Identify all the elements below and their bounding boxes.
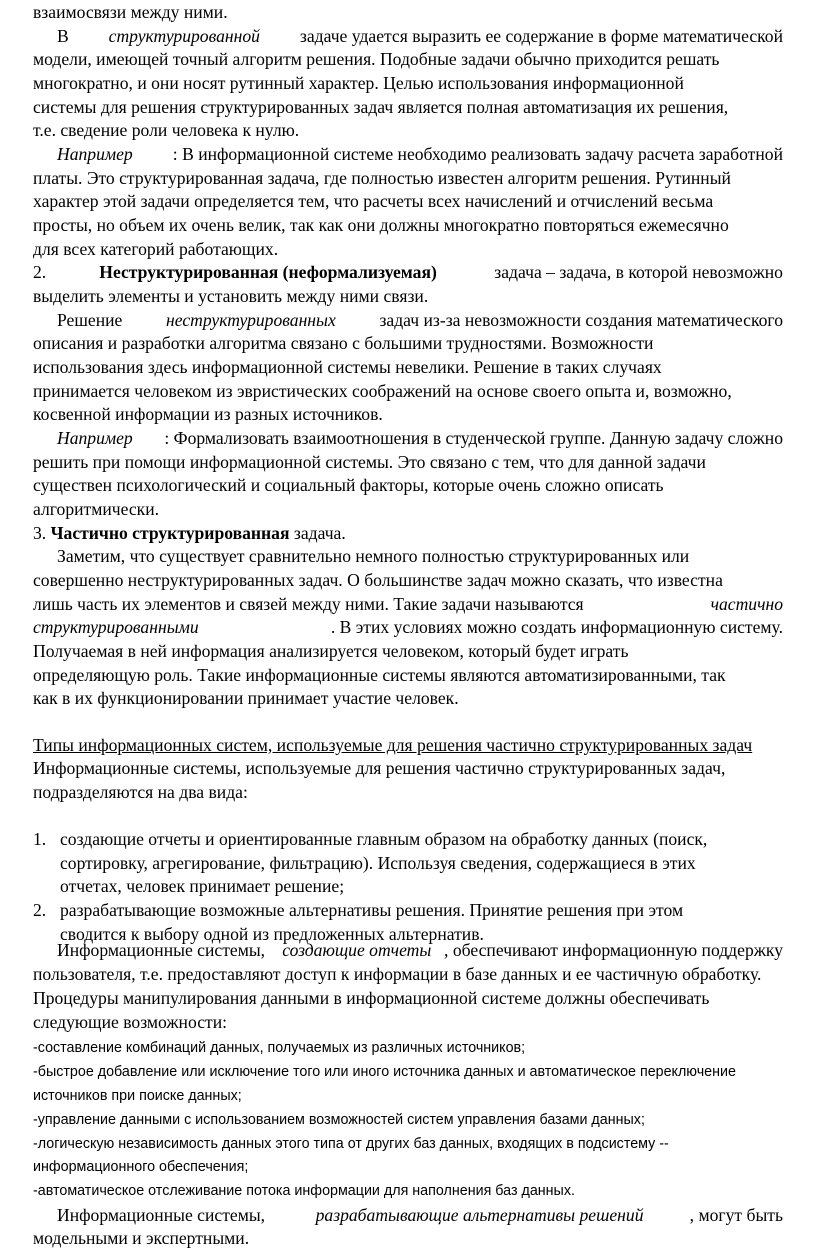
text-line: просты, но объем их очень велик, так как они должны многократно повторяться ежемесячно	[33, 215, 729, 235]
text-line: Информационные системы, создающие отчеты , обеспечивают информационную поддержку	[57, 940, 783, 960]
text-line: выделить элементы и установить между ними связи.	[33, 286, 429, 306]
list-item: -логическую независимость данных этого типа от других баз данных, входящих в подсистему --	[33, 1136, 669, 1152]
text-line: характер этой задачи определяется тем, что расчеты всех начислений и отчислений весьма	[33, 191, 714, 211]
text-line: для всех категорий работающих.	[33, 239, 279, 259]
text-line: платы. Это структурированная задача, где полностью известен алгоритм решения. Рутинный	[33, 168, 731, 188]
text-line: описания и разработки алгоритма связано с большими трудностями. Возможности	[33, 333, 654, 353]
list-item: отчетах, человек принимает решение;	[60, 876, 345, 896]
text-line: подразделяются на два вида:	[33, 782, 248, 802]
text-line: лишь часть их элементов и связей между ними. Такие задачи называются частично	[33, 594, 783, 614]
list-item: -управление данными с использованием возможностей систем управления базами данных;	[33, 1112, 645, 1128]
text-line: модельными и экспертными.	[33, 1228, 250, 1248]
list-item: разрабатывающие возможные альтернативы решения. Принятие решения при этом	[60, 900, 684, 920]
text-line: т.е. сведение роли человека к нулю.	[33, 120, 300, 140]
text-line: В структурированной задаче удается выразить ее содержание в форме математической	[57, 26, 783, 46]
text-line: взаимосвязи между ними.	[33, 2, 228, 22]
text-line: алгоритмически.	[33, 499, 160, 519]
text-line: определяющую роль. Такие информационные системы являются автоматизированными, так	[33, 665, 726, 685]
list-item-heading: 2. Неструктурированная (неформализуемая) задача – задача, в которой невозможно	[33, 262, 783, 282]
text-line: Информационные системы, используемые для решения частично структурированных задач,	[33, 758, 726, 778]
list-item: -автоматическое отслеживание потока информации для наполнения баз данных.	[33, 1183, 575, 1199]
text-line: системы для решения структурированных задач является полная автоматизация их решения,	[33, 97, 729, 117]
text-line: структурированными . В этих условиях можно создать информационную систему.	[33, 617, 783, 637]
text-line: существен психологический и социальный факторы, которые очень сложно описать	[33, 475, 664, 495]
text-line: косвенной информации из разных источников.	[33, 404, 383, 424]
text-line: совершенно неструктурированных задач. О большинстве задач можно сказать, что известна	[33, 570, 723, 590]
text-line: Заметим, что существует сравнительно немного полностью структурированных или	[57, 546, 690, 566]
list-item: источников при поиске данных;	[33, 1088, 242, 1104]
list-item: создающие отчеты и ориентированные главным образом на обработку данных (поиск,	[60, 829, 708, 849]
text-line: Решение неструктурированных задач из-за невозможности создания математического	[57, 310, 783, 330]
list-item: -составление комбинаций данных, получаемых из различных источников;	[33, 1040, 526, 1056]
list-item-heading: 3. Частично структурированная задача.	[33, 523, 346, 543]
text-line: следующие возможности:	[33, 1012, 228, 1032]
text-line: Процедуры манипулирования данными в информационной системе должны обеспечивать	[33, 988, 710, 1008]
list-number: 1.	[33, 829, 47, 849]
text-line: пользователя, т.е. предоставляют доступ к информации в базе данных и ее частичную обработку.	[33, 964, 762, 984]
section-heading: Типы информационных систем, используемые для решения частично структурированных задач	[33, 735, 753, 755]
text-line: как в их функционировании принимает участие человек.	[33, 688, 459, 708]
text-line: использования здесь информационной системы невелики. Решение в таких случаях	[33, 357, 662, 377]
text-line: многократно, и они носят рутинный характер. Целью использования информационной	[33, 73, 684, 93]
text-line: решить при помощи информационной системы. Это связано с тем, что для данной задачи	[33, 452, 706, 472]
list-item: сортировку, агрегирование, фильтрацию). Используя сведения, содержащиеся в этих	[60, 853, 696, 873]
text-line: Например : В информационной системе необходимо реализовать задачу расчета заработной	[57, 144, 783, 164]
text-line: Получаемая в ней информация анализируется человеком, который будет играть	[33, 641, 629, 661]
list-item: информационного обеспечения;	[33, 1159, 249, 1175]
list-item: -быстрое добавление или исключение того или иного источника данных и автоматическое переключение	[33, 1064, 736, 1080]
list-item: сводится к выбору одной из предложенных альтернатив.	[60, 924, 484, 944]
text-line: модели, имеющей точный алгоритм решения. Подобные задачи обычно приходится решать	[33, 49, 720, 69]
list-number: 2.	[33, 900, 47, 920]
text-line: Информационные системы, разрабатывающие альтернативы решений , могут быть	[57, 1205, 783, 1225]
text-line: принимается человеком из эвристических соображений на основе своего опыта и, возможно,	[33, 381, 732, 401]
text-line: Например : Формализовать взаимоотношения в студенческой группе. Данную задачу сложно	[57, 428, 783, 448]
